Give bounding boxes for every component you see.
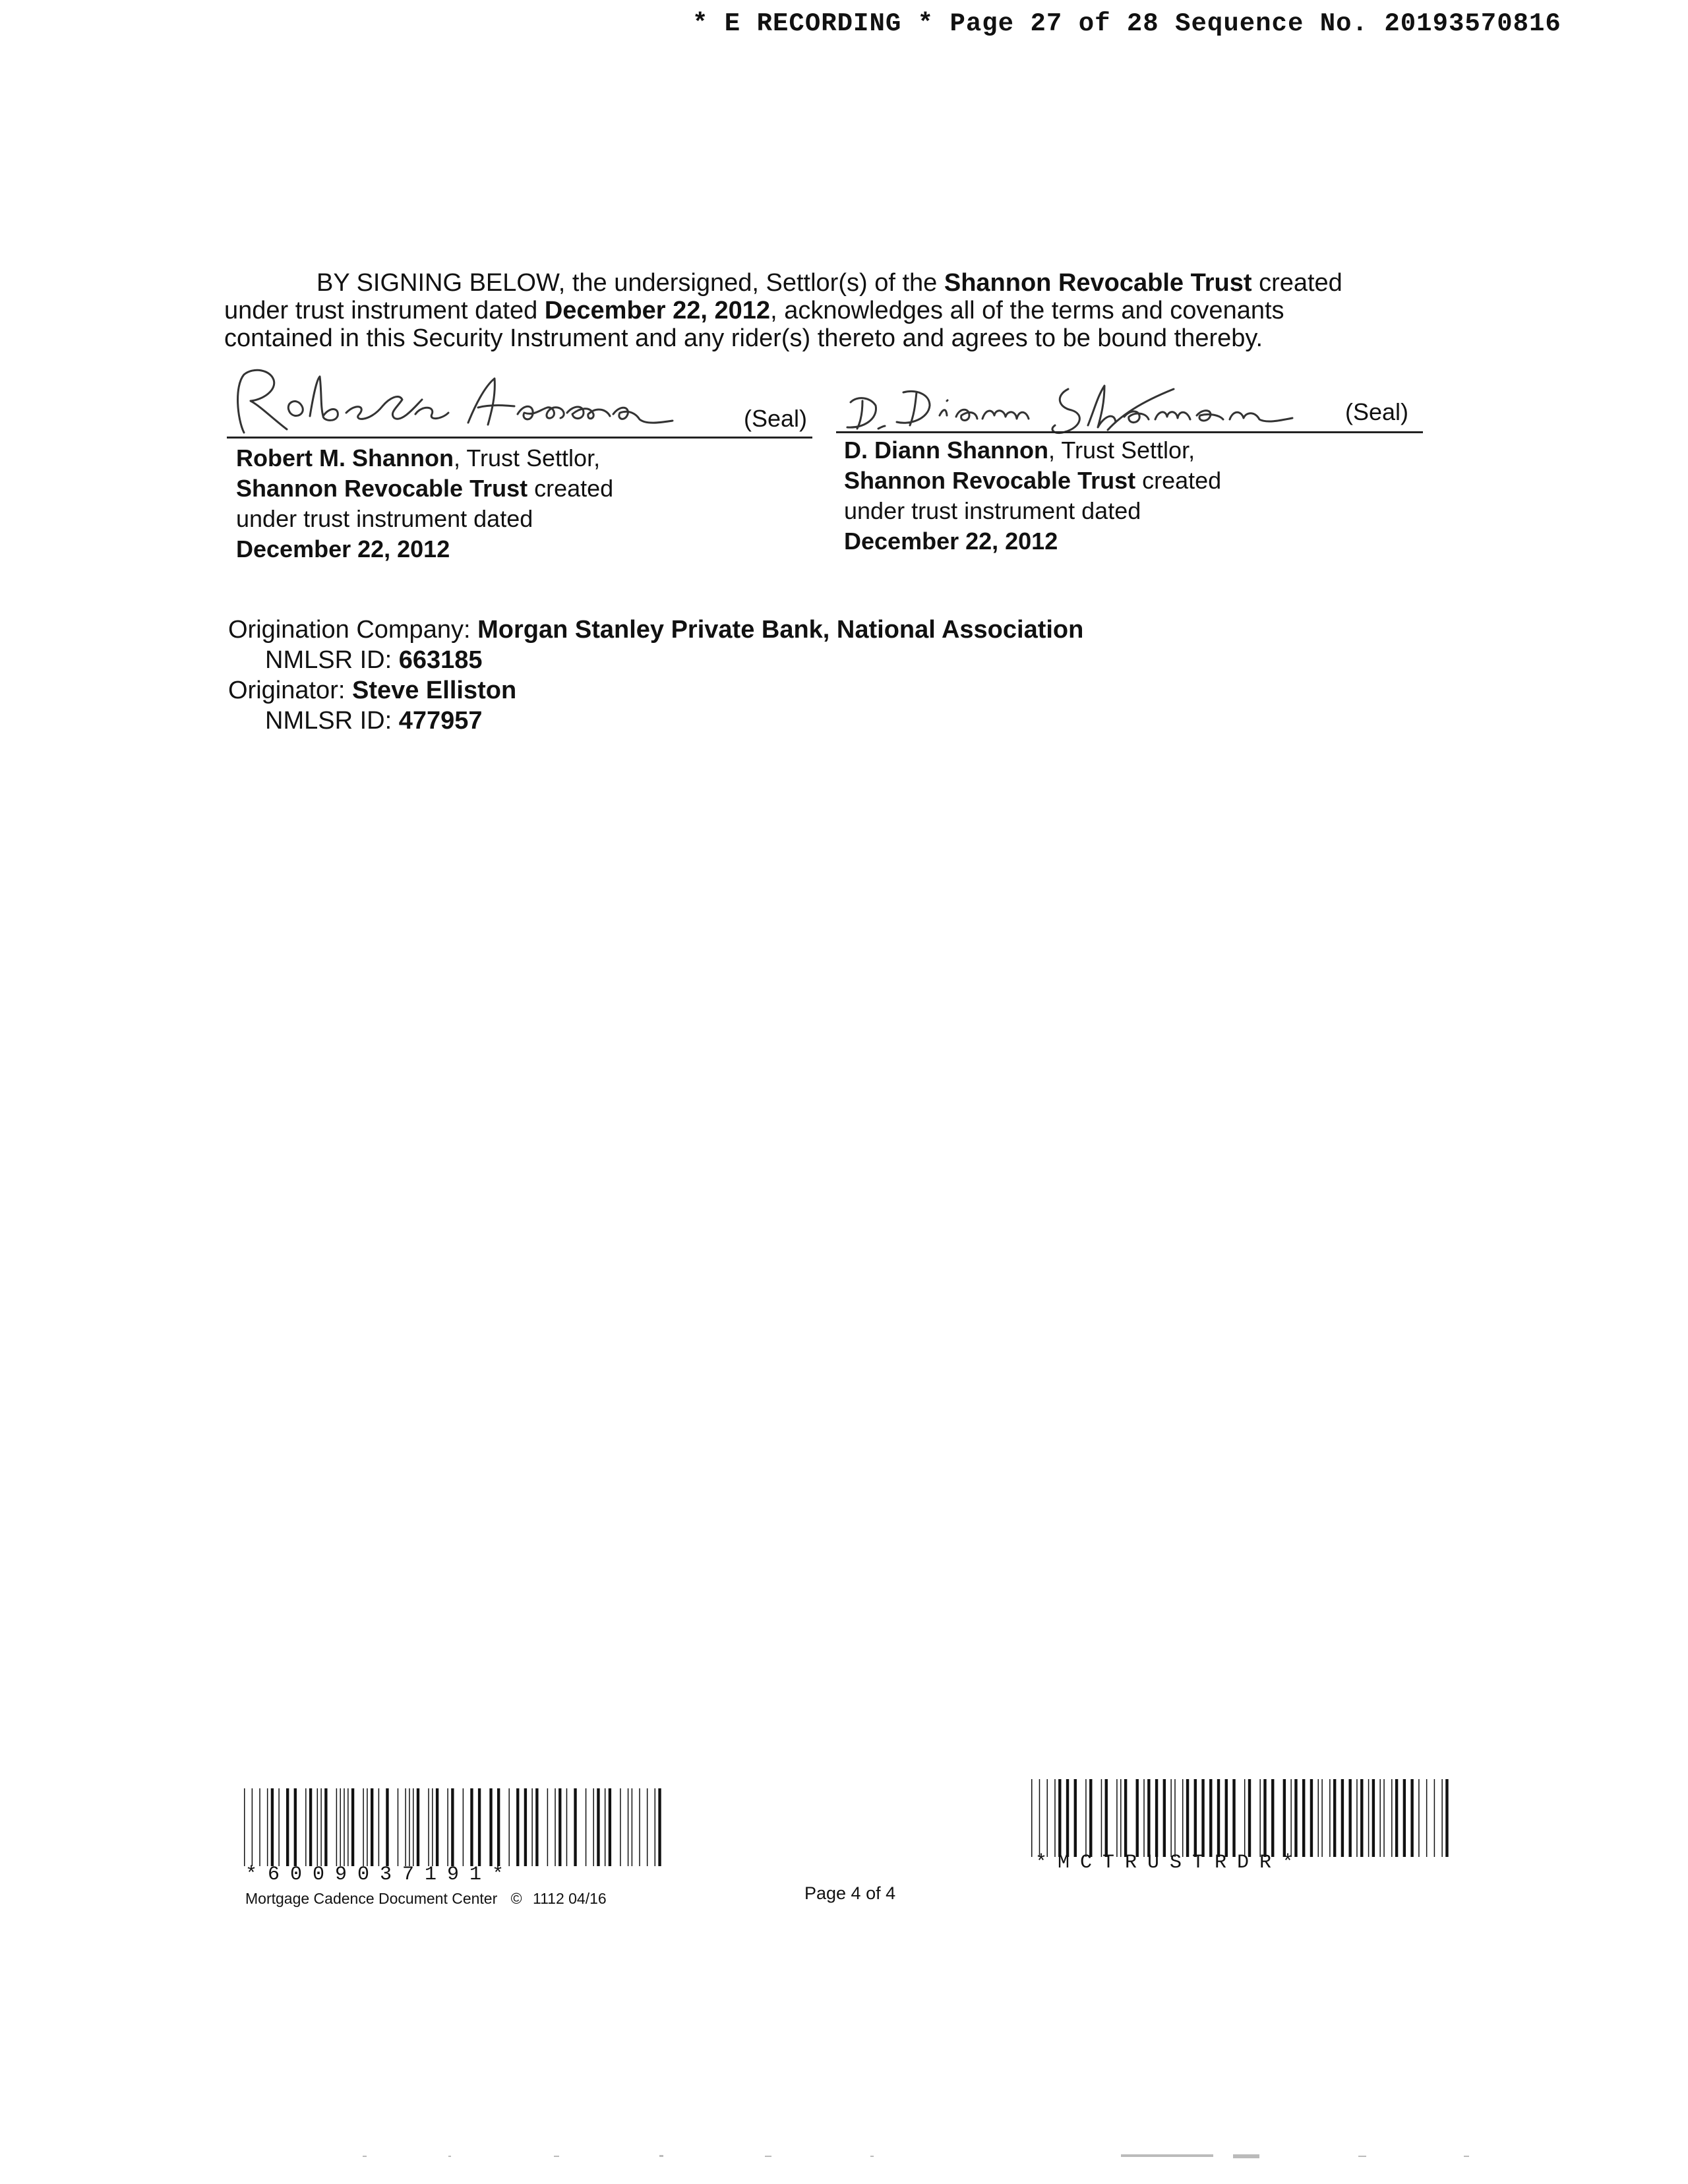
barcode-bar: [609, 1788, 611, 1866]
barcode-bar: [386, 1788, 388, 1866]
signer-2-name: D. Diann Shannon: [844, 437, 1048, 464]
barcode-bar: [1445, 1779, 1448, 1857]
barcode-bar: [1066, 1779, 1069, 1857]
barcode-bar: [535, 1788, 538, 1866]
signer-2-instrument: under trust instrument dated: [844, 497, 1141, 524]
barcode-bar: [1186, 1779, 1189, 1857]
barcode-bar: [1046, 1779, 1048, 1857]
barcode-bar: [1379, 1779, 1381, 1857]
barcode-right-text: *MCTRUSTRDR*: [1035, 1852, 1305, 1874]
signer-2-role: , Trust Settlor,: [1048, 437, 1195, 464]
barcode-bar: [1341, 1779, 1344, 1857]
barcode-bar: [447, 1788, 448, 1866]
barcode-bar: [632, 1788, 633, 1866]
origination-company-line: [228, 615, 1217, 645]
barcode-bar: [1089, 1779, 1092, 1857]
barcode-bar: [555, 1788, 556, 1866]
seal-label-1: (Seal): [744, 405, 808, 432]
signer-1-trust-line: [236, 473, 777, 504]
barcode-bar: [1136, 1779, 1139, 1857]
originator-label: Originator:: [228, 677, 346, 704]
barcode-bar: [508, 1788, 510, 1866]
barcode-bar: [367, 1788, 368, 1866]
signer-2-trust-name: Shannon Revocable Trust: [844, 467, 1136, 494]
barcode-bar: [1232, 1779, 1235, 1857]
signer-2-trust-line: [844, 466, 1385, 496]
barcode-bar: [489, 1788, 492, 1866]
signer-1-date-line: [236, 534, 777, 564]
barcode-bar: [1410, 1779, 1413, 1857]
barcode-bar: [597, 1788, 599, 1866]
barcode-bar: [1403, 1779, 1406, 1857]
barcode-bar: [574, 1788, 576, 1866]
barcode-bar: [432, 1788, 433, 1866]
recording-header: * E RECORDING * Page 27 of 28 Sequence No. 20193570816: [692, 9, 1561, 38]
barcode-bar: [1182, 1779, 1184, 1857]
barcode-bar: [1418, 1779, 1420, 1857]
barcode-right-bars: [1031, 1779, 1453, 1858]
barcode-bar: [1368, 1779, 1370, 1857]
barcode-bar: [1116, 1779, 1118, 1857]
barcode-bar: [409, 1788, 410, 1866]
originator-nmlsr-label: NMLSR ID:: [265, 707, 392, 735]
barcode-bar: [398, 1788, 399, 1866]
barcode-bar: [1426, 1779, 1428, 1857]
originator-nmlsr-id: 477957: [398, 707, 483, 735]
barcode-bar: [1271, 1779, 1274, 1857]
barcode-bar: [1163, 1779, 1166, 1857]
acknowledgment-terms: , acknowledges all of the terms and covenants: [770, 297, 1284, 324]
barcode-bar: [658, 1788, 661, 1866]
barcode-bar: [1310, 1779, 1313, 1857]
barcode-bar: [1058, 1779, 1061, 1857]
barcode-bar: [347, 1788, 349, 1866]
form-code: 1112 04/16: [533, 1890, 607, 1907]
barcode-bar: [1217, 1779, 1220, 1857]
originator-line: [228, 675, 1217, 706]
origination-company-label: Origination Company:: [228, 616, 471, 644]
barcode-bar: [1321, 1779, 1323, 1857]
acknowledgment-created: created: [1259, 269, 1342, 297]
acknowledgment-trust-name: Shannon Revocable Trust: [944, 269, 1252, 297]
signer-1-instrument: under trust instrument dated: [236, 505, 533, 532]
barcode-bar: [1283, 1779, 1286, 1857]
barcode-bar: [436, 1788, 438, 1866]
footer-page-number: Page 4 of 4: [804, 1883, 896, 1903]
barcode-bar: [1348, 1779, 1351, 1857]
scan-artifacts: [356, 2151, 1517, 2158]
barcode-bar: [531, 1788, 533, 1866]
barcode-bar: [371, 1788, 373, 1866]
barcode-bar: [1302, 1779, 1305, 1857]
barcode-bar: [1074, 1779, 1077, 1857]
origination-company-name: Morgan Stanley Private Bank, National Association: [477, 616, 1084, 644]
barcode-bar: [1333, 1779, 1336, 1857]
barcode-bar: [1372, 1779, 1375, 1857]
signer-2-name-line: [844, 435, 1385, 466]
barcode-bar: [259, 1788, 260, 1866]
barcode-bar: [1105, 1779, 1108, 1857]
barcode-bar: [1318, 1779, 1319, 1857]
barcode-left: [244, 1788, 666, 1867]
barcode-bar: [1174, 1779, 1176, 1857]
signer-1-name: Robert M. Shannon: [236, 444, 454, 471]
barcode-bar: [1101, 1779, 1102, 1857]
barcode-bar: [497, 1788, 500, 1866]
barcode-bar: [1248, 1779, 1251, 1857]
barcode-bar: [1031, 1779, 1033, 1857]
signer-2-date-line: [844, 526, 1385, 557]
barcode-bar: [351, 1788, 354, 1866]
barcode-bar: [1170, 1779, 1172, 1857]
barcode-bar: [405, 1788, 406, 1866]
barcode-bar: [470, 1788, 473, 1866]
barcode-bar: [566, 1788, 568, 1866]
company-nmlsr-line: [228, 645, 1217, 675]
barcode-bar: [278, 1788, 280, 1866]
barcode-bar: [593, 1788, 594, 1866]
barcode-bar: [324, 1788, 327, 1866]
barcode-bar: [1290, 1779, 1292, 1857]
barcode-bar: [378, 1788, 380, 1866]
signer-1-name-line: [236, 443, 777, 473]
originator-name: Steve Elliston: [351, 677, 517, 704]
barcode-bar: [1209, 1779, 1212, 1857]
signature-1: [224, 367, 818, 439]
barcode-bar: [417, 1788, 419, 1866]
signer-2-date: December 22, 2012: [844, 528, 1058, 555]
acknowledgment-lead: BY SIGNING BELOW, the undersigned, Settlor(s) of the: [316, 269, 938, 297]
signer-1-created: created: [528, 475, 614, 502]
barcode-bar: [305, 1788, 307, 1866]
barcode-bar: [1294, 1779, 1297, 1857]
company-nmlsr-id: 663185: [398, 646, 483, 674]
acknowledgment-line-3: contained in this Security Instrument and any rider(s) thereto and agrees to be bound thereby.: [224, 324, 1263, 352]
signer-1-role: , Trust Settlor,: [453, 444, 601, 471]
barcode-bar: [252, 1788, 253, 1866]
signature-line-2: [836, 431, 1423, 433]
barcode-bar: [1329, 1779, 1331, 1857]
company-nmlsr-label: NMLSR ID:: [265, 646, 392, 674]
barcode-bar: [1039, 1779, 1040, 1857]
barcode-bar: [516, 1788, 519, 1866]
signer-1-date: December 22, 2012: [236, 535, 450, 562]
barcode-bar: [294, 1788, 297, 1866]
acknowledgment-line-1: [224, 269, 1385, 297]
signature-1-handwriting: [224, 367, 818, 439]
barcode-bar: [286, 1788, 289, 1866]
barcode-bar: [267, 1788, 268, 1866]
barcode-bar: [363, 1788, 364, 1866]
signature-line-1: [227, 437, 812, 439]
copyright-symbol: ©: [510, 1890, 522, 1907]
barcode-bar: [1225, 1779, 1228, 1857]
barcode-bar: [1194, 1779, 1197, 1857]
barcode-bar: [1147, 1779, 1150, 1857]
barcode-bar: [1360, 1779, 1363, 1857]
document-center-label: Mortgage Cadence Document Center: [245, 1890, 498, 1907]
barcode-bar: [647, 1788, 648, 1866]
barcode-bar: [1434, 1779, 1435, 1857]
signer-block-2: [844, 435, 1385, 557]
acknowledgment-instrument: under trust instrument dated: [224, 297, 538, 324]
barcode-bar: [478, 1788, 481, 1866]
acknowledgment-paragraph: [224, 269, 1385, 352]
barcode-bar: [344, 1788, 345, 1866]
barcode-bar: [244, 1788, 245, 1866]
barcode-bar: [1124, 1779, 1127, 1857]
originator-nmlsr-line: [228, 706, 1217, 736]
footer-document-center: [245, 1890, 607, 1908]
barcode-left-bars: [244, 1788, 666, 1867]
acknowledgment-date: December 22, 2012: [544, 297, 771, 324]
barcode-bar: [558, 1788, 561, 1866]
barcode-bar: [1244, 1779, 1246, 1857]
barcode-bar: [1441, 1779, 1443, 1857]
barcode-bar: [524, 1788, 527, 1866]
barcode-bar: [1143, 1779, 1145, 1857]
barcode-bar: [336, 1788, 338, 1866]
signer-1-trust-name: Shannon Revocable Trust: [236, 475, 528, 502]
barcode-bar: [1356, 1779, 1358, 1857]
barcode-bar: [1383, 1779, 1385, 1857]
barcode-bar: [1054, 1779, 1056, 1857]
origination-block: [228, 615, 1217, 736]
barcode-bar: [1395, 1779, 1398, 1857]
barcode-bar: [1259, 1779, 1261, 1857]
barcode-bar: [320, 1788, 322, 1866]
signer-2-created: created: [1135, 467, 1222, 494]
barcode-bar: [605, 1788, 606, 1866]
barcode-bar: [340, 1788, 341, 1866]
barcode-bar: [428, 1788, 429, 1866]
scan-artifacts-marks: [356, 2153, 1517, 2160]
barcode-bar: [1120, 1779, 1122, 1857]
barcode-bar: [1391, 1779, 1393, 1857]
barcode-bar: [309, 1788, 312, 1866]
barcode-bar: [639, 1788, 640, 1866]
barcode-bar: [620, 1788, 621, 1866]
barcode-left-text: *6009037191*: [245, 1864, 515, 1886]
barcode-bar: [1155, 1779, 1158, 1857]
barcode-bar: [586, 1788, 587, 1866]
barcode-bar: [1201, 1779, 1204, 1857]
barcode-bar: [451, 1788, 454, 1866]
barcode-bar: [547, 1788, 549, 1866]
barcode-right: [1031, 1779, 1453, 1858]
barcode-bar: [413, 1788, 414, 1866]
barcode-bar: [655, 1788, 656, 1866]
barcode-bar: [463, 1788, 464, 1866]
barcode-bar: [1085, 1779, 1087, 1857]
acknowledgment-line-2: [224, 297, 1385, 324]
barcode-bar: [317, 1788, 318, 1866]
barcode-bar: [1263, 1779, 1266, 1857]
barcode-bar: [628, 1788, 629, 1866]
signer-block-1: [236, 443, 777, 564]
seal-label-2: (Seal): [1345, 398, 1409, 425]
barcode-bar: [271, 1788, 274, 1866]
